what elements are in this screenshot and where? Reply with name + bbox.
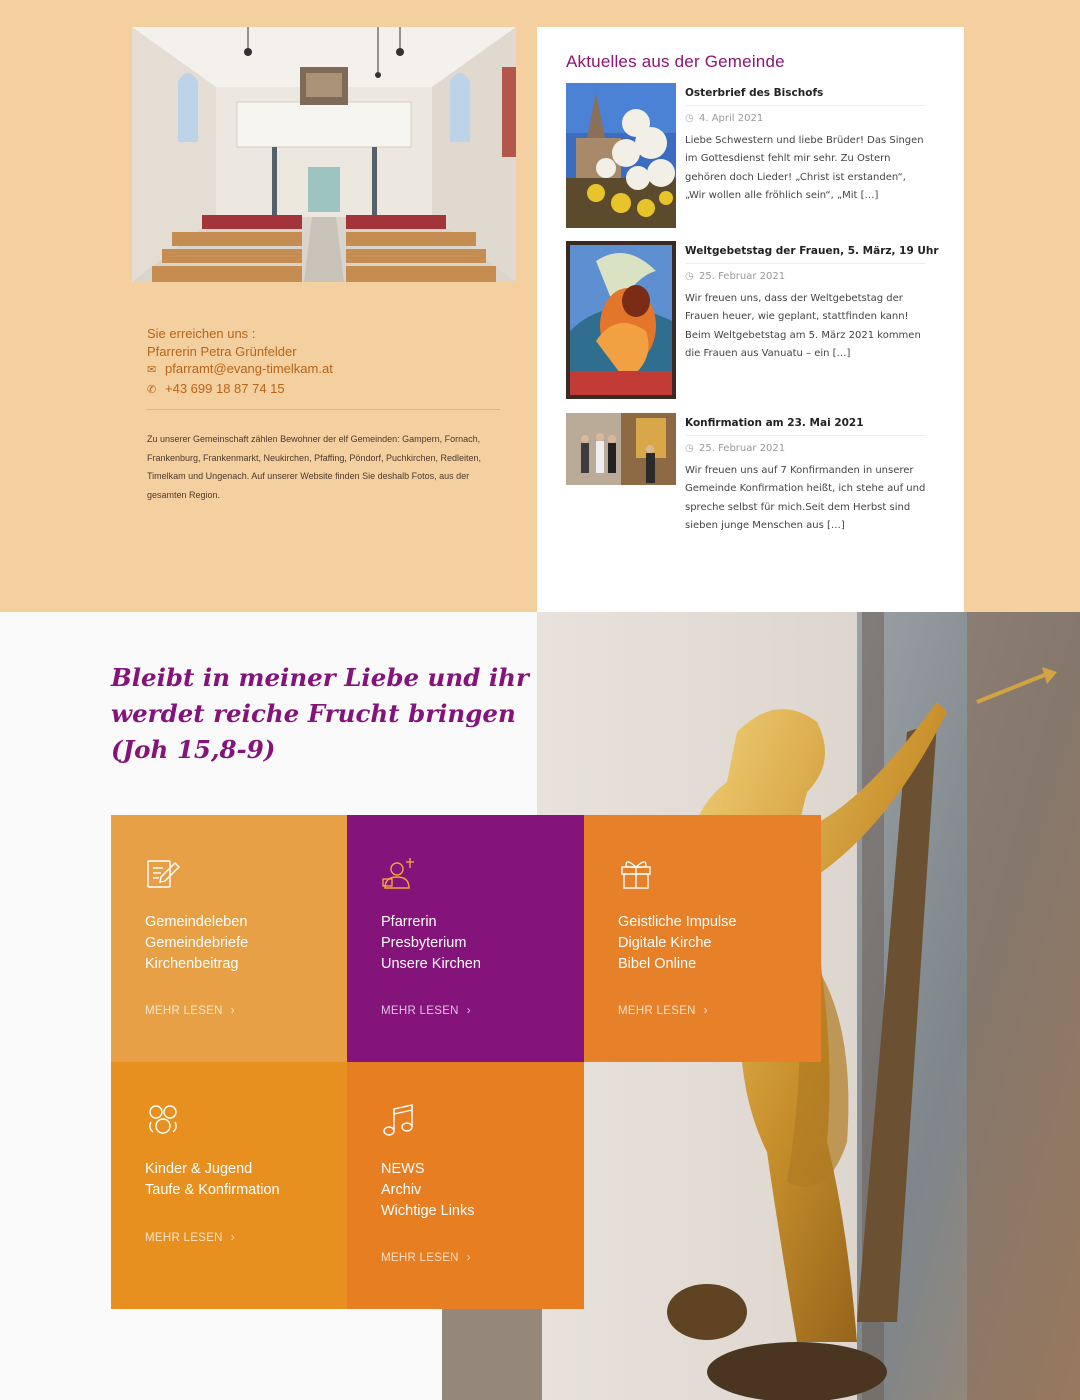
tile-links xyxy=(381,1159,474,1222)
community-description: Zu unserer Gemeinschaft zählen Bewohner der elf Gemeinden: Gampern, Fornach, Frankenburg, Frankenmarkt, Neukirchen, Pfaffing, Pöndorf, Puchkirchen, Redleiten, Timelkam und Ungenach. Auf unserer Website finden Sie deshalb Fotos, aus der gesamten Region. xyxy=(147,434,482,500)
read-more-link[interactable] xyxy=(381,1005,471,1017)
tile-link-news[interactable]: NEWS xyxy=(381,1161,425,1177)
tile-link-gemeindeleben[interactable]: Gemeindeleben xyxy=(145,914,248,930)
read-more-label: MEHR LESEN xyxy=(145,1005,223,1017)
chevron-right-icon: › xyxy=(230,1232,235,1244)
notepad-pen-icon xyxy=(145,855,181,891)
church-interior-photo xyxy=(132,27,516,282)
gift-icon xyxy=(618,855,654,891)
tile-community[interactable] xyxy=(111,815,348,1062)
post-date-text: 4. April 2021 xyxy=(699,113,764,124)
post-excerpt: Liebe Schwestern und liebe Brüder! Das Singen im Gottesdienst fehlt mir sehr. Zu Ostern gehören doch Lieder! „Christ ist erstanden“, „Wir wollen alle fröhlich sein“, „Mit […] xyxy=(685,135,924,201)
chevron-right-icon: › xyxy=(703,1005,708,1017)
read-more-label: MEHR LESEN xyxy=(618,1005,696,1017)
tile-link-archiv[interactable]: Archiv xyxy=(381,1182,422,1198)
tile-link-geistliche-impulse[interactable]: Geistliche Impulse xyxy=(618,914,737,930)
contact-divider xyxy=(147,409,500,410)
post-date-text: 25. Februar 2021 xyxy=(699,443,786,454)
clock-icon: ◷ xyxy=(685,443,694,454)
clock-icon: ◷ xyxy=(685,113,694,124)
tile-links xyxy=(381,912,481,975)
children-icon xyxy=(145,1102,181,1138)
tile-news[interactable] xyxy=(347,1062,584,1309)
tile-pastor[interactable] xyxy=(347,815,584,1062)
pastor-icon xyxy=(381,855,417,891)
post-thumbnail-blossoms[interactable] xyxy=(566,83,676,228)
clock-icon: ◷ xyxy=(685,271,694,282)
post-date xyxy=(685,113,926,124)
contact-block xyxy=(147,325,500,504)
tile-link-kinder-jugend[interactable]: Kinder & Jugend xyxy=(145,1161,253,1177)
post-date xyxy=(685,271,926,282)
chevron-right-icon: › xyxy=(466,1005,471,1017)
contact-name: Pfarrerin Petra Grünfelder xyxy=(147,343,297,359)
tile-children[interactable] xyxy=(111,1062,348,1309)
tile-link-taufe-konfirmation[interactable]: Taufe & Konfirmation xyxy=(145,1182,280,1198)
contact-email-link[interactable]: pfarramt@evang-timelkam.at xyxy=(165,361,333,376)
tile-link-gemeindebriefe[interactable]: Gemeindebriefe xyxy=(145,935,249,951)
post-body xyxy=(685,83,926,205)
tile-link-wichtige-links[interactable]: Wichtige Links xyxy=(381,1203,475,1219)
tile-link-digitale-kirche[interactable]: Digitale Kirche xyxy=(618,935,712,951)
contact-email-row[interactable] xyxy=(147,360,500,380)
read-more-label: MEHR LESEN xyxy=(381,1252,459,1264)
read-more-label: MEHR LESEN xyxy=(145,1232,223,1244)
post-title[interactable]: Konfirmation am 23. Mai 2021 xyxy=(685,413,926,436)
chevron-right-icon: › xyxy=(466,1252,471,1264)
contact-phone-link[interactable]: +43 699 18 87 74 15 xyxy=(165,380,285,396)
music-note-icon xyxy=(381,1102,417,1138)
post-title[interactable]: Osterbrief des Bischofs xyxy=(685,83,926,106)
post-thumbnail-confirmation[interactable] xyxy=(566,413,676,485)
bible-verse: Bleibt in meiner Liebe und ihr werdet reiche Frucht bringen (Joh 15,8-9) xyxy=(111,663,529,764)
read-more-label: MEHR LESEN xyxy=(381,1005,459,1017)
news-heading: Aktuelles aus der Gemeinde xyxy=(566,52,785,71)
contact-heading: Sie erreichen uns : xyxy=(147,326,256,341)
tile-link-unsere-kirchen[interactable]: Unsere Kirchen xyxy=(381,956,481,972)
post-date-text: 25. Februar 2021 xyxy=(699,271,786,282)
tile-link-bibel-online[interactable]: Bibel Online xyxy=(618,956,697,972)
chevron-right-icon: › xyxy=(230,1005,235,1017)
read-more-link[interactable] xyxy=(145,1005,235,1017)
tile-spiritual[interactable] xyxy=(584,815,821,1062)
post-excerpt: Wir freuen uns, dass der Weltgebetstag der Frauen heuer, wie geplant, stattfinden kann! Beim Weltgebetstag am 5. März 2021 kommen die Frauen aus Vanuatu – ein […] xyxy=(685,293,921,359)
post-date xyxy=(685,443,926,454)
services-section xyxy=(0,612,1080,1400)
tile-links xyxy=(618,912,736,975)
tile-links xyxy=(145,1159,280,1201)
post-title[interactable]: Weltgebetstag der Frauen, 5. März, 19 Uhr xyxy=(685,241,926,264)
read-more-link[interactable] xyxy=(145,1232,235,1244)
post-excerpt: Wir freuen uns auf 7 Konfirmanden in unserer Gemeinde Konfirmation heißt, ich stehe auf und spreche selbst für mich.Seit dem Herbst sind sieben junge Menschen aus […] xyxy=(685,465,926,531)
post-body xyxy=(685,241,939,363)
intro-section xyxy=(0,0,1080,612)
tile-links xyxy=(145,912,248,975)
tile-link-pfarrerin[interactable]: Pfarrerin xyxy=(381,914,437,930)
read-more-link[interactable] xyxy=(618,1005,708,1017)
contact-phone-row[interactable] xyxy=(147,380,500,400)
post-body xyxy=(685,413,926,535)
read-more-link[interactable] xyxy=(381,1252,471,1264)
post-thumbnail-artwork[interactable] xyxy=(566,241,676,399)
envelope-icon: ✉ xyxy=(147,364,157,376)
phone-icon: ✆ xyxy=(147,383,157,396)
tile-link-presbyterium[interactable]: Presbyterium xyxy=(381,935,467,951)
tile-link-kirchenbeitrag[interactable]: Kirchenbeitrag xyxy=(145,956,239,972)
news-panel xyxy=(537,27,964,612)
